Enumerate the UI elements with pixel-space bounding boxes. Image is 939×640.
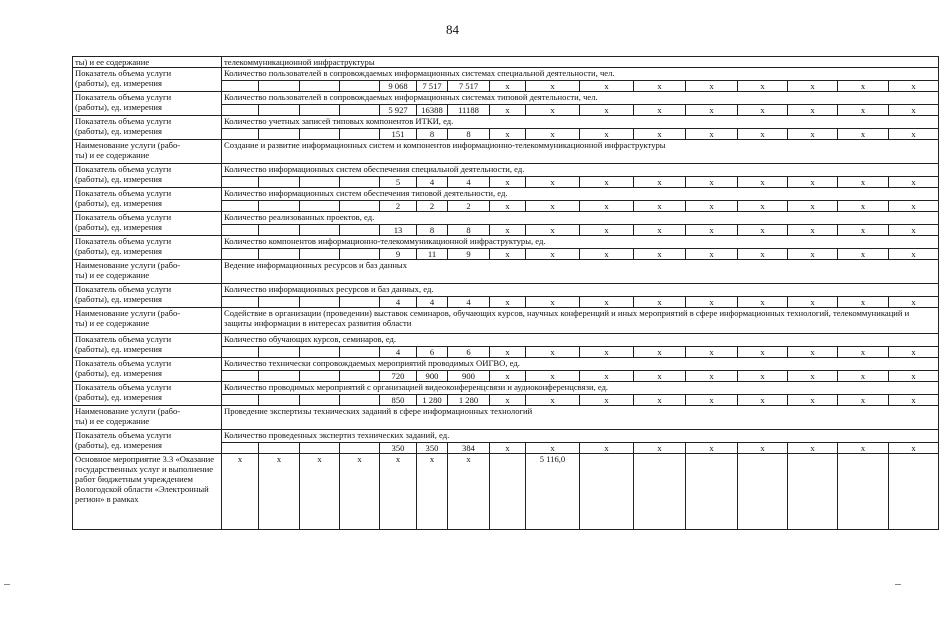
table-row [73, 284, 939, 297]
x-mark: x [259, 454, 300, 530]
label-line: Показатель объема услуги [75, 116, 172, 126]
main-event-label: Основное мероприятие 3.3 «Оказание государственных услуг и выполнение работ бюджетным учреждением Вологодской области «Электронный регион» в рамках [73, 454, 222, 530]
x-mark: x [788, 249, 838, 260]
x-mark: x [838, 297, 889, 308]
x-mark: x [634, 105, 686, 116]
label-line: Показатель объема услуги [75, 212, 172, 222]
table-row [73, 116, 939, 129]
indicator-value: 6 [448, 347, 490, 358]
x-mark: x [526, 129, 580, 140]
x-mark: x [526, 249, 580, 260]
x-mark: x [838, 347, 889, 358]
indicator-label [73, 116, 222, 140]
x-mark: x [889, 177, 939, 188]
label-line: ты) и ее содержание [75, 416, 150, 426]
x-mark: x [738, 371, 788, 382]
x-mark: x [580, 371, 634, 382]
empty-cell [340, 81, 380, 92]
empty-cell [222, 225, 259, 236]
indicator-text: Количество учетных записей типовых компонентов ИТКИ, ед. [222, 116, 939, 129]
table-row [73, 140, 939, 164]
x-mark: x [634, 347, 686, 358]
x-mark: x [838, 105, 889, 116]
indicator-value: 7 517 [417, 81, 448, 92]
empty-cell [259, 81, 300, 92]
label-line: Показатель объема услуги [75, 382, 172, 392]
indicator-value: 6 [417, 347, 448, 358]
x-mark: x [490, 225, 526, 236]
x-mark: x [526, 297, 580, 308]
x-mark: x [526, 395, 580, 406]
service-text: Ведение информационных ресурсов и баз данных [222, 260, 939, 284]
empty-cell [634, 454, 686, 530]
x-mark: x [788, 297, 838, 308]
x-mark: x [788, 395, 838, 406]
indicator-label [73, 68, 222, 92]
indicator-value: 11 [417, 249, 448, 260]
label-line: Показатель объема услуги [75, 188, 172, 198]
x-mark: x [788, 347, 838, 358]
x-mark: x [490, 395, 526, 406]
label-line: Показатель объема услуги [75, 334, 172, 344]
empty-cell [300, 347, 340, 358]
x-mark: x [889, 249, 939, 260]
empty-cell [340, 297, 380, 308]
x-mark: x [580, 177, 634, 188]
label-line: Показатель объема услуги [75, 430, 172, 440]
indicator-label [73, 236, 222, 260]
empty-cell [686, 454, 738, 530]
empty-cell [340, 347, 380, 358]
x-mark: x [634, 225, 686, 236]
x-mark: x [490, 129, 526, 140]
table-row [73, 454, 939, 530]
x-mark: x [380, 454, 417, 530]
indicator-value: 900 [417, 371, 448, 382]
indicator-value: 7 517 [448, 81, 490, 92]
x-mark: x [686, 201, 738, 212]
x-mark: x [838, 249, 889, 260]
label-line: ты) и ее содержание [75, 270, 150, 280]
indicator-label [73, 430, 222, 454]
table-row [73, 57, 939, 68]
label-line: Показатель объема услуги [75, 164, 172, 174]
x-mark: x [889, 225, 939, 236]
empty-cell [222, 105, 259, 116]
x-mark: x [634, 395, 686, 406]
x-mark: x [889, 443, 939, 454]
empty-cell [738, 454, 788, 530]
x-mark: x [838, 443, 889, 454]
x-mark: x [580, 201, 634, 212]
x-mark: x [889, 201, 939, 212]
x-mark: x [686, 105, 738, 116]
indicator-value: 9 [448, 249, 490, 260]
x-mark: x [634, 201, 686, 212]
x-mark: x [580, 105, 634, 116]
table-row [73, 382, 939, 395]
indicator-text: Количество реализованных проектов, ед. [222, 212, 939, 225]
label-line: (работы), ед. измерения [75, 294, 162, 304]
x-mark: x [580, 395, 634, 406]
indicator-label [73, 92, 222, 116]
x-mark: x [788, 105, 838, 116]
indicator-value: 720 [380, 371, 417, 382]
empty-cell [259, 105, 300, 116]
margin-mark [4, 584, 10, 585]
indicator-value: 9 068 [380, 81, 417, 92]
label-line: (работы), ед. измерения [75, 440, 162, 450]
empty-cell [788, 454, 838, 530]
x-mark: x [788, 225, 838, 236]
indicator-value: 350 [417, 443, 448, 454]
empty-cell [222, 443, 259, 454]
indicator-value: 13 [380, 225, 417, 236]
indicator-value: 4 [448, 297, 490, 308]
table-row [73, 334, 939, 347]
x-mark: x [634, 177, 686, 188]
indicator-value: 8 [448, 225, 490, 236]
x-mark: x [738, 347, 788, 358]
service-text: Содействие в организации (проведении) выставок семинаров, обучающих курсов, научных конференций и иных мероприятий в сфере информационных технологий, телекоммуникаций и защиты информации в интересах развития области [222, 308, 939, 334]
x-mark: x [788, 371, 838, 382]
x-mark: x [686, 371, 738, 382]
x-mark: x [686, 129, 738, 140]
table-row [73, 92, 939, 105]
indicator-value: 350 [380, 443, 417, 454]
row-label: ты) и ее содержание [73, 57, 222, 68]
empty-cell [259, 249, 300, 260]
empty-cell [300, 105, 340, 116]
x-mark: x [838, 81, 889, 92]
empty-cell [222, 249, 259, 260]
x-mark: x [634, 443, 686, 454]
empty-cell [340, 201, 380, 212]
indicator-value: 1 280 [448, 395, 490, 406]
empty-cell [340, 129, 380, 140]
indicator-value: 850 [380, 395, 417, 406]
empty-cell [222, 347, 259, 358]
x-mark: x [686, 395, 738, 406]
x-mark: x [738, 201, 788, 212]
empty-cell [259, 129, 300, 140]
x-mark: x [889, 81, 939, 92]
x-mark: x [340, 454, 380, 530]
empty-cell [300, 443, 340, 454]
empty-cell [300, 201, 340, 212]
empty-cell [300, 297, 340, 308]
table-row [73, 236, 939, 249]
page-number: 84 [446, 22, 459, 37]
empty-cell [340, 395, 380, 406]
indicator-label [73, 358, 222, 382]
x-mark: x [788, 201, 838, 212]
empty-cell [340, 225, 380, 236]
x-mark: x [526, 201, 580, 212]
x-mark: x [490, 177, 526, 188]
indicator-text: Количество технически сопровождаемых мероприятий проводимых ОИГВО, ед. [222, 358, 939, 371]
x-mark: x [580, 297, 634, 308]
x-mark: x [686, 347, 738, 358]
table-row [73, 430, 939, 443]
empty-cell [340, 177, 380, 188]
label-line: ты) и ее содержание [75, 318, 150, 328]
program-table [72, 56, 939, 530]
table-row [73, 188, 939, 201]
x-mark: x [300, 454, 340, 530]
label-line: (работы), ед. измерения [75, 246, 162, 256]
x-mark: x [490, 81, 526, 92]
x-mark: x [788, 177, 838, 188]
x-mark: x [490, 105, 526, 116]
x-mark: x [686, 81, 738, 92]
main-event-amount: 5 116,0 [526, 454, 580, 530]
x-mark: x [686, 443, 738, 454]
empty-cell [259, 177, 300, 188]
x-mark: x [738, 105, 788, 116]
label-line: Показатель объема услуги [75, 236, 172, 246]
indicator-value: 5 927 [380, 105, 417, 116]
empty-cell [580, 454, 634, 530]
x-mark: x [738, 177, 788, 188]
label-line: (работы), ед. измерения [75, 392, 162, 402]
indicator-value: 8 [417, 225, 448, 236]
label-line: (работы), ед. измерения [75, 126, 162, 136]
indicator-value: 4 [417, 297, 448, 308]
indicator-text: Количество пользователей в сопровождаемых информационных системах типовой деятельности, чел. [222, 92, 939, 105]
x-mark: x [526, 177, 580, 188]
indicator-value: 2 [380, 201, 417, 212]
label-line: Наименование услуги (рабо- [75, 406, 181, 416]
label-line: Наименование услуги (рабо- [75, 260, 181, 270]
empty-cell [300, 129, 340, 140]
table-row [73, 212, 939, 225]
x-mark: x [580, 225, 634, 236]
x-mark: x [417, 454, 448, 530]
table-row [73, 260, 939, 284]
empty-cell [259, 443, 300, 454]
empty-cell [259, 201, 300, 212]
x-mark: x [526, 105, 580, 116]
empty-cell [490, 454, 526, 530]
indicator-value: 4 [380, 347, 417, 358]
indicator-value: 16388 [417, 105, 448, 116]
empty-cell [222, 395, 259, 406]
indicator-label [73, 212, 222, 236]
x-mark: x [889, 395, 939, 406]
label-line: (работы), ед. измерения [75, 368, 162, 378]
empty-cell [222, 297, 259, 308]
x-mark: x [838, 395, 889, 406]
indicator-value: 8 [448, 129, 490, 140]
empty-cell [340, 443, 380, 454]
indicator-text: Количество информационных ресурсов и баз данных, ед. [222, 284, 939, 297]
empty-cell [300, 225, 340, 236]
label-line: (работы), ед. измерения [75, 198, 162, 208]
x-mark: x [838, 371, 889, 382]
x-mark: x [634, 297, 686, 308]
service-text: Проведение экспертизы технических заданий в сфере информационных технологий [222, 406, 939, 430]
label-line: Наименование услуги (рабо- [75, 308, 181, 318]
empty-cell [259, 395, 300, 406]
indicator-text: Количество компонентов информационно-телекоммуникационной инфраструктуры, ед. [222, 236, 939, 249]
x-mark: x [788, 443, 838, 454]
empty-cell [259, 297, 300, 308]
x-mark: x [738, 81, 788, 92]
indicator-value: 8 [417, 129, 448, 140]
empty-cell [889, 454, 939, 530]
empty-cell [259, 225, 300, 236]
empty-cell [300, 81, 340, 92]
indicator-label [73, 334, 222, 358]
x-mark: x [788, 81, 838, 92]
indicator-value: 4 [448, 177, 490, 188]
label-line: (работы), ед. измерения [75, 344, 162, 354]
empty-cell [222, 371, 259, 382]
x-mark: x [686, 177, 738, 188]
x-mark: x [634, 371, 686, 382]
x-mark: x [838, 225, 889, 236]
x-mark: x [738, 443, 788, 454]
empty-cell [222, 177, 259, 188]
x-mark: x [838, 129, 889, 140]
indicator-value: 4 [417, 177, 448, 188]
x-mark: x [490, 371, 526, 382]
x-mark: x [490, 347, 526, 358]
x-mark: x [490, 443, 526, 454]
x-mark: x [526, 443, 580, 454]
empty-cell [340, 105, 380, 116]
indicator-value: 1 280 [417, 395, 448, 406]
x-mark: x [838, 201, 889, 212]
indicator-label [73, 284, 222, 308]
empty-cell [222, 81, 259, 92]
x-mark: x [526, 225, 580, 236]
empty-cell [300, 371, 340, 382]
indicator-text: Количество обучающих курсов, семинаров, ед. [222, 334, 939, 347]
x-mark: x [634, 129, 686, 140]
indicator-text: Количество информационных систем обеспечения типовой деятельности, ед. [222, 188, 939, 201]
indicator-text: Количество информационных систем обеспечения специальной деятельности, ед. [222, 164, 939, 177]
x-mark: x [490, 249, 526, 260]
row-text: телекоммуникационной инфраструктуры [222, 57, 939, 68]
service-label [73, 260, 222, 284]
table-row [73, 406, 939, 430]
x-mark: x [490, 201, 526, 212]
table-row [73, 68, 939, 81]
empty-cell [300, 177, 340, 188]
indicator-value: 9 [380, 249, 417, 260]
indicator-value: 11188 [448, 105, 490, 116]
label-line: Показатель объема услуги [75, 358, 172, 368]
empty-cell [222, 129, 259, 140]
x-mark: x [580, 129, 634, 140]
x-mark: x [448, 454, 490, 530]
label-line: (работы), ед. измерения [75, 222, 162, 232]
indicator-text: Количество проводимых мероприятий с организацией видеоконференцсвязи и аудиоконференцсвязи, ед. [222, 382, 939, 395]
label-line: Наименование услуги (рабо- [75, 140, 181, 150]
service-label [73, 308, 222, 334]
label-line: (работы), ед. измерения [75, 78, 162, 88]
x-mark: x [526, 81, 580, 92]
x-mark: x [490, 297, 526, 308]
empty-cell [259, 371, 300, 382]
x-mark: x [686, 297, 738, 308]
x-mark: x [580, 249, 634, 260]
x-mark: x [580, 347, 634, 358]
empty-cell [222, 201, 259, 212]
empty-cell [340, 249, 380, 260]
label-line: (работы), ед. измерения [75, 174, 162, 184]
empty-cell [838, 454, 889, 530]
service-label [73, 140, 222, 164]
empty-cell [300, 395, 340, 406]
indicator-value: 151 [380, 129, 417, 140]
indicator-label [73, 164, 222, 188]
x-mark: x [526, 371, 580, 382]
x-mark: x [738, 249, 788, 260]
table-row [73, 308, 939, 334]
label-line: Показатель объема услуги [75, 68, 172, 78]
x-mark: x [889, 129, 939, 140]
x-mark: x [686, 249, 738, 260]
label-line: Показатель объема услуги [75, 284, 172, 294]
x-mark: x [738, 395, 788, 406]
indicator-value: 2 [448, 201, 490, 212]
service-text: Создание и развитие информационных систем и компонентов информационно-телекоммуникационной инфраструктуры [222, 140, 939, 164]
x-mark: x [788, 129, 838, 140]
empty-cell [259, 347, 300, 358]
indicator-label [73, 188, 222, 212]
indicator-value: 2 [417, 201, 448, 212]
empty-cell [340, 371, 380, 382]
x-mark: x [889, 297, 939, 308]
x-mark: x [889, 105, 939, 116]
x-mark: x [738, 225, 788, 236]
indicator-value: 900 [448, 371, 490, 382]
x-mark: x [634, 249, 686, 260]
margin-mark [895, 584, 901, 585]
indicator-text: Количество пользователей в сопровождаемых информационных системах специальной деятельности, чел. [222, 68, 939, 81]
table-row [73, 164, 939, 177]
x-mark: x [889, 347, 939, 358]
table-row [73, 358, 939, 371]
x-mark: x [686, 225, 738, 236]
label-line: ты) и ее содержание [75, 150, 150, 160]
indicator-label [73, 382, 222, 406]
indicator-text: Количество проведенных экспертиз технических заданий, ед. [222, 430, 939, 443]
service-label [73, 406, 222, 430]
x-mark: x [222, 454, 259, 530]
x-mark: x [580, 443, 634, 454]
x-mark: x [889, 371, 939, 382]
x-mark: x [580, 81, 634, 92]
indicator-value: 5 [380, 177, 417, 188]
indicator-value: 4 [380, 297, 417, 308]
label-line: (работы), ед. измерения [75, 102, 162, 112]
x-mark: x [738, 297, 788, 308]
x-mark: x [526, 347, 580, 358]
label-line: Показатель объема услуги [75, 92, 172, 102]
x-mark: x [738, 129, 788, 140]
x-mark: x [634, 81, 686, 92]
x-mark: x [838, 177, 889, 188]
indicator-value: 384 [448, 443, 490, 454]
empty-cell [300, 249, 340, 260]
